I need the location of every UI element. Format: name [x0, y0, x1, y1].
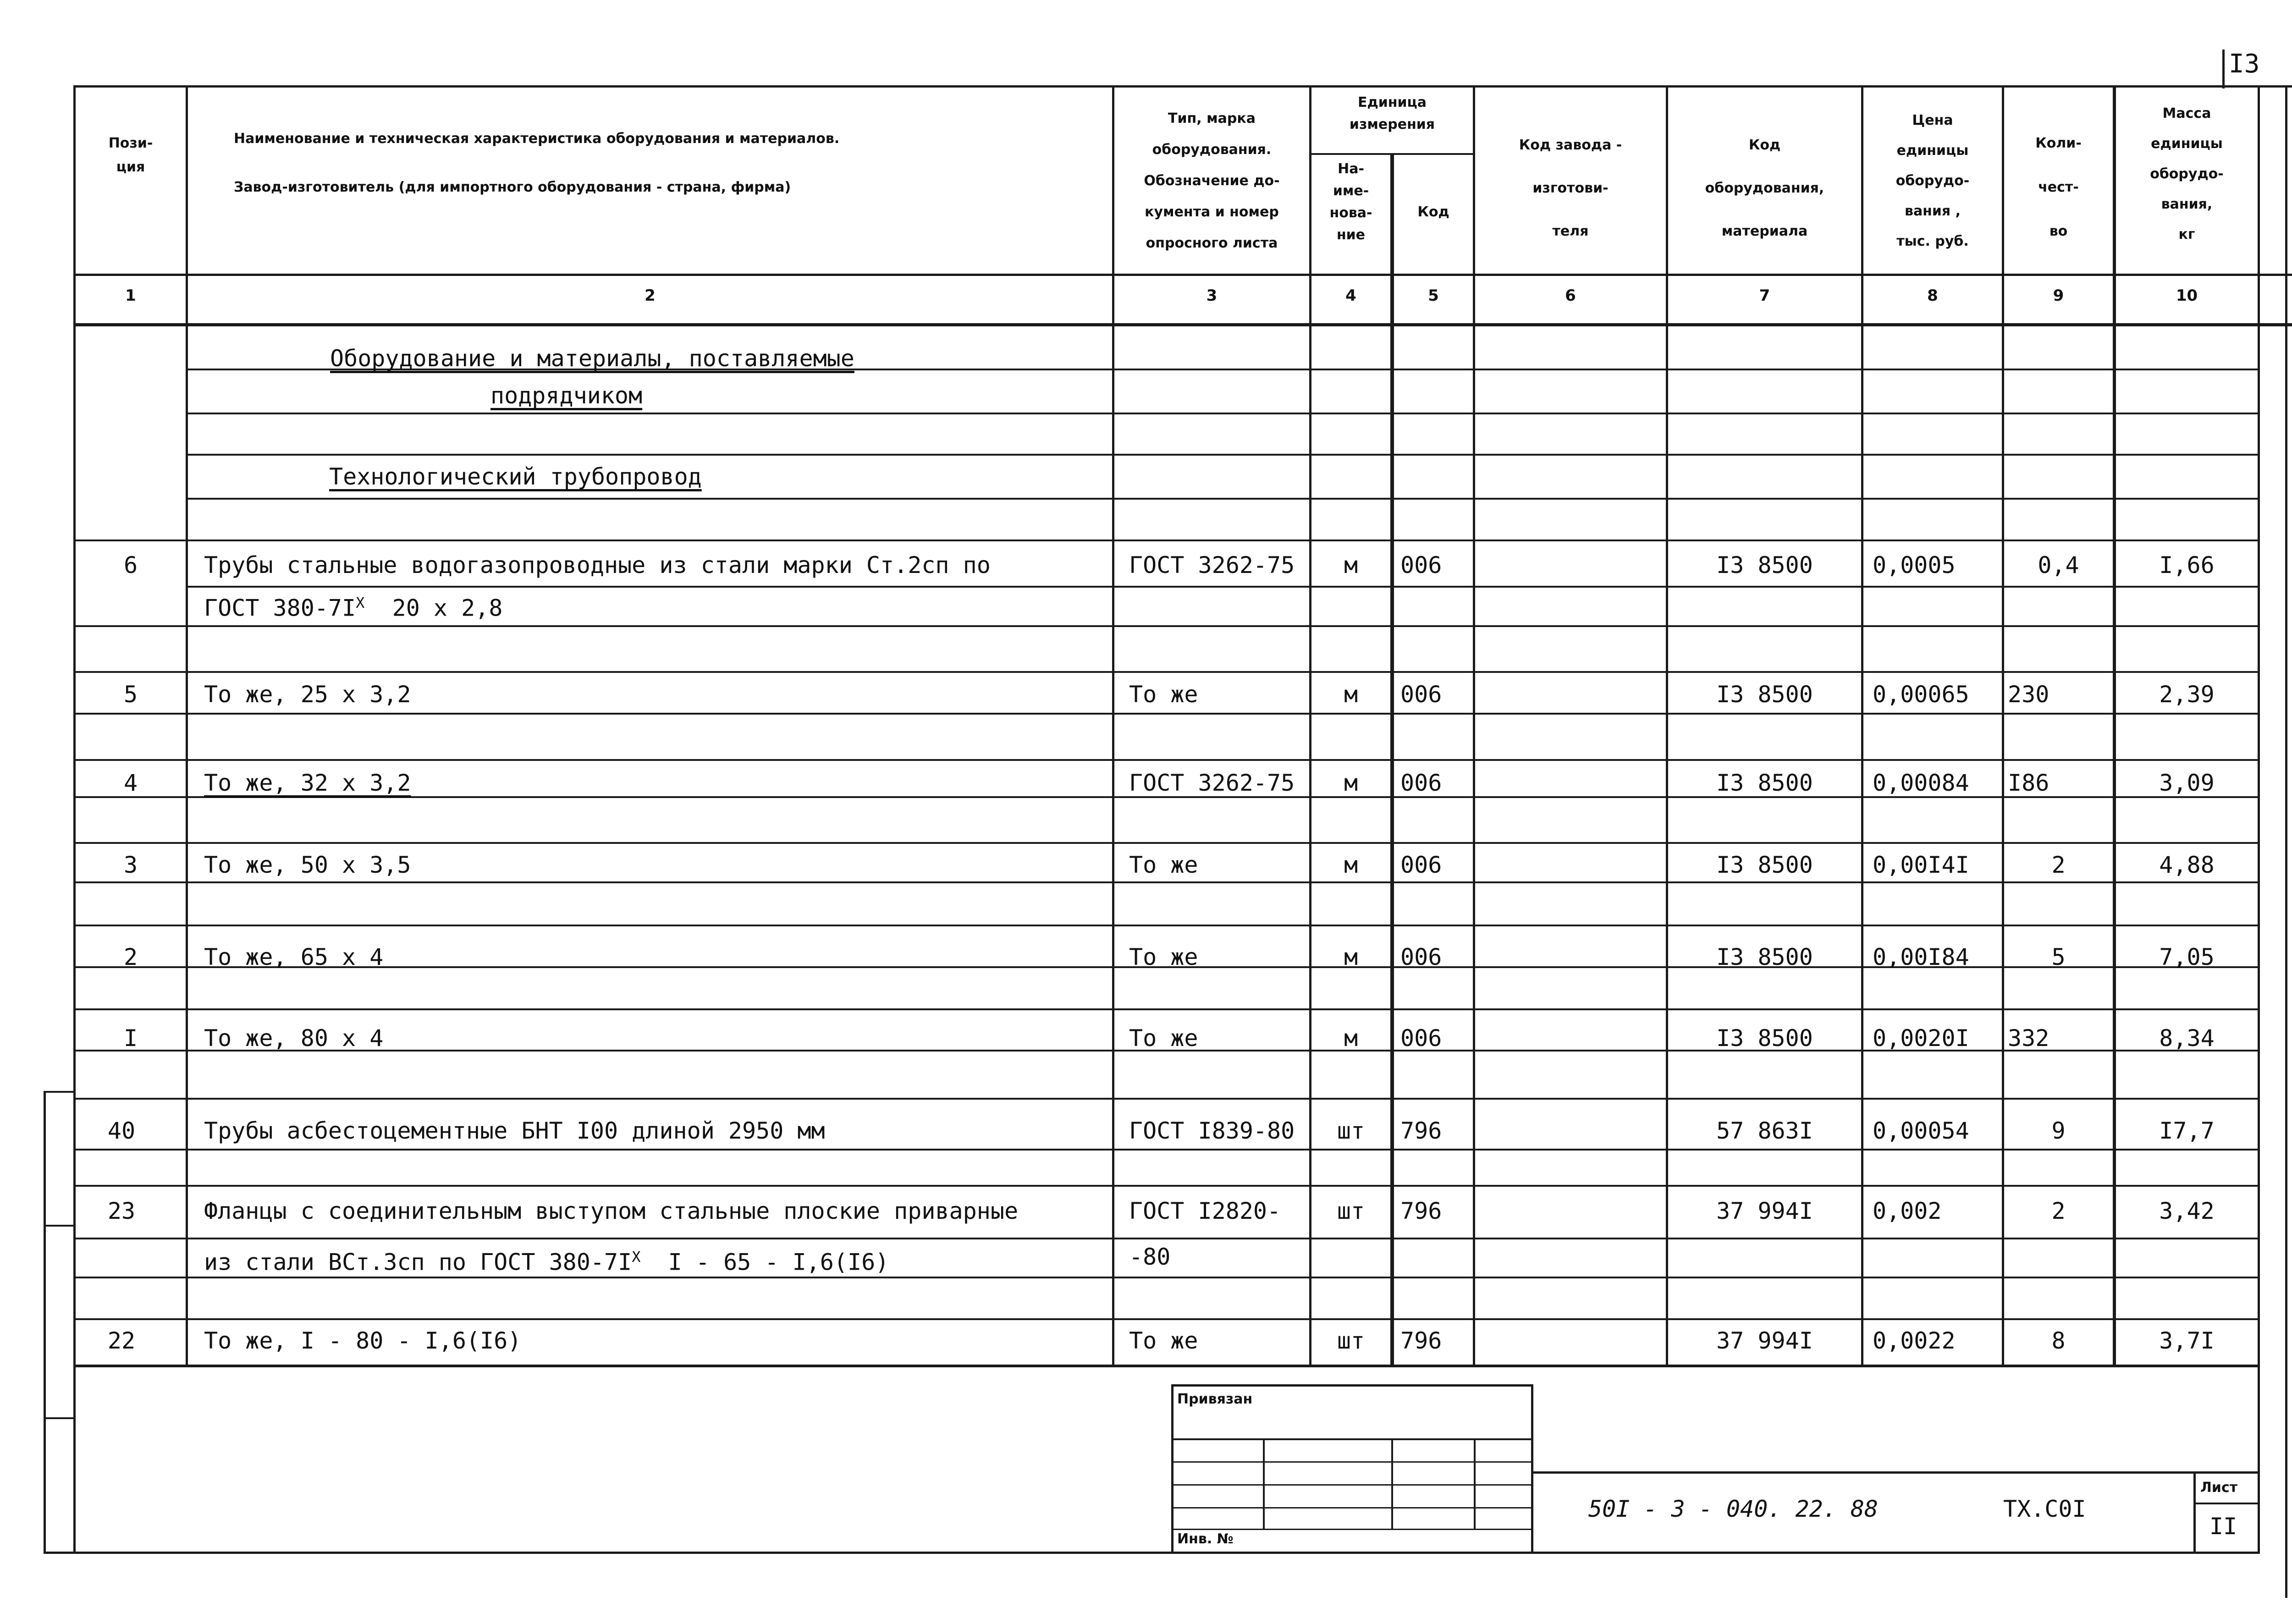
cell-quantity: I86 — [2008, 770, 2050, 796]
section-title: Оборудование и материалы, поставляемые — [330, 345, 854, 372]
cell-mass: 8,34 — [2159, 1025, 2215, 1051]
cell-position: I — [123, 1025, 138, 1051]
cell-mass: I7,7 — [2159, 1118, 2215, 1144]
header-unit-code: Код — [1417, 204, 1449, 220]
cell-position: 22 — [107, 1327, 136, 1354]
cell-unit-code: 006 — [1400, 852, 1442, 878]
col-number: 5 — [1428, 286, 1439, 305]
cell-name: То же, 65 х 4 — [204, 944, 384, 970]
col-number: 3 — [1206, 286, 1218, 305]
cell-quantity: 9 — [2051, 1118, 2066, 1144]
cell-mass: 3,7I — [2159, 1327, 2215, 1354]
cell-name: То же, 25 х 3,2 — [204, 681, 411, 708]
cell-unit-code: 796 — [1400, 1327, 1442, 1354]
cell-unit: м — [1344, 681, 1358, 708]
cell-unit-code: 006 — [1400, 1025, 1442, 1051]
cell-unit: шт — [1337, 1118, 1365, 1144]
linked-label: Привязан — [1177, 1391, 1253, 1407]
cell-position: 40 — [107, 1118, 136, 1144]
cell-material-code: I3 8500 — [1716, 552, 1813, 578]
cell-unit-code: 796 — [1400, 1198, 1442, 1224]
cell-price: 0,00I84 — [1873, 944, 1969, 970]
cell-quantity: 2 — [2051, 1198, 2066, 1224]
cell-unit: м — [1344, 944, 1358, 970]
cell-name: То же, I - 80 - I,6(I6) — [204, 1327, 522, 1354]
subsection-title: Технологический трубопровод — [329, 463, 702, 490]
cell-material-code: 57 863I — [1716, 1118, 1813, 1144]
cell-name: Трубы асбестоцементные БНТ I00 длиной 2950 мм — [204, 1118, 825, 1144]
header-unit-group: Единица измерения — [1349, 94, 1435, 132]
cell-unit-code: 006 — [1400, 681, 1442, 708]
cell-material-code: I3 8500 — [1716, 681, 1813, 708]
cell-unit: м — [1344, 552, 1358, 578]
cell-unit: шт — [1337, 1198, 1365, 1224]
cell-doc: ГОСТ 3262-75 — [1129, 770, 1295, 796]
header-name: Наименование и техническая характеристика оборудования и материалов. Завод-изготовитель (для импортного оборудования - страна, фирма) — [234, 131, 840, 195]
cell-position: 5 — [123, 681, 138, 708]
cell-price: 0,0022 — [1873, 1327, 1956, 1354]
sheet-label: Лист — [2200, 1480, 2238, 1496]
cell-doc: ГОСТ I2820- — [1129, 1198, 1281, 1224]
cell-name: То же, 80 х 4 — [204, 1025, 384, 1051]
cell-unit-code: 006 — [1400, 552, 1442, 578]
cell-doc: То же — [1129, 1025, 1198, 1051]
col-number: 7 — [1759, 286, 1770, 305]
header-position: Пози- ция — [108, 135, 153, 175]
cell-price: 0,00054 — [1873, 1118, 1969, 1144]
sheet-number: II — [2209, 1513, 2237, 1540]
cell-mass: 4,88 — [2159, 852, 2215, 878]
header-mass: Масса единицы оборудо- вания, кг — [2150, 105, 2224, 242]
cell-mass: 3,09 — [2159, 770, 2215, 796]
cell-price: 0,0020I — [1873, 1025, 1969, 1051]
cell-material-code: I3 8500 — [1716, 1025, 1813, 1051]
cell-price: 0,00065 — [1873, 681, 1969, 708]
header-type-doc: Тип, марка оборудования. Обозначение до- кумента и номер опросного листа — [1144, 110, 1280, 251]
cell-mass: 7,05 — [2159, 944, 2215, 970]
cell-quantity: 332 — [2008, 1025, 2050, 1051]
cell-position: 23 — [107, 1198, 136, 1224]
cell-position: 6 — [123, 552, 138, 578]
cell-position: 3 — [123, 852, 138, 878]
cell-material-code: I3 8500 — [1716, 944, 1813, 970]
col-number: 9 — [2053, 286, 2064, 305]
cell-mass: I,66 — [2159, 552, 2215, 578]
cell-material-code: 37 994I — [1716, 1327, 1813, 1354]
cell-name-line2: из стали ВСт.3сп по ГОСТ $380-7I^X$ I - 65 - I,6(I6) — [204, 1248, 889, 1276]
document-code: 50I - 3 - 040. 22. 88 — [1588, 1496, 1879, 1522]
cell-doc: То же — [1129, 944, 1198, 970]
cell-doc-line2: -80 — [1129, 1244, 1171, 1270]
cell-price: 0,002 — [1873, 1198, 1942, 1224]
header-quantity: Коли- чест- во — [2035, 135, 2082, 239]
cell-doc: То же — [1129, 1327, 1198, 1354]
cell-doc: То же — [1129, 852, 1198, 878]
cell-position: 2 — [123, 944, 138, 970]
cell-name: Фланцы с соединительным выступом стальные плоские приварные — [204, 1198, 1019, 1224]
cell-price: 0,00084 — [1873, 770, 1969, 796]
cell-quantity: 8 — [2051, 1327, 2066, 1354]
cell-unit-code: 796 — [1400, 1118, 1442, 1144]
cell-doc: ГОСТ I839-80 — [1129, 1118, 1295, 1144]
header-material-code: Код оборудования, материала — [1705, 137, 1824, 239]
cell-name: То же, 50 х 3,5 — [204, 852, 411, 878]
cell-material-code: I3 8500 — [1716, 852, 1813, 878]
cell-quantity: 2 — [2051, 852, 2066, 878]
col-number: 6 — [1565, 286, 1576, 305]
inventory-label: Инв. № — [1177, 1531, 1234, 1547]
cell-unit: м — [1344, 852, 1358, 878]
col-number: 1 — [125, 286, 136, 305]
col-number: 2 — [645, 286, 656, 305]
col-number: 4 — [1345, 286, 1356, 305]
cell-name: То же, 32 х 3,2 — [204, 770, 411, 796]
cell-quantity: 0,4 — [2038, 552, 2079, 578]
cell-material-code: 37 994I — [1716, 1198, 1813, 1224]
cell-name: Трубы стальные водогазопроводные из стали марки Ст.2сп по — [204, 552, 991, 578]
header-plant-code: Код завода - изготови- теля — [1519, 137, 1622, 239]
top-sheet-number: I3 — [2229, 49, 2260, 79]
cell-unit-code: 006 — [1400, 944, 1442, 970]
col-number: 8 — [1927, 286, 1938, 305]
header-price: Цена единицы оборудо- вания , тыс. руб. — [1895, 112, 1970, 249]
cell-doc: ГОСТ 3262-75 — [1129, 552, 1295, 578]
header-unit-name: На- име- нова- ние — [1329, 161, 1372, 243]
cell-price: 0,00I4I — [1873, 852, 1969, 878]
cell-price: 0,0005 — [1873, 552, 1956, 578]
cell-name-line2: ГОСТ $380-7I^X$ 20 х 2,8 — [204, 594, 503, 622]
col-number: 10 — [2176, 286, 2198, 305]
cell-material-code: I3 8500 — [1716, 770, 1813, 796]
cell-quantity: 230 — [2008, 681, 2050, 708]
cell-quantity: 5 — [2051, 944, 2066, 970]
cell-unit: м — [1344, 1025, 1358, 1051]
section-title-cont: подрядчиком — [490, 382, 643, 409]
cell-unit: шт — [1337, 1327, 1365, 1354]
cell-mass: 2,39 — [2159, 681, 2215, 708]
cell-position: 4 — [123, 770, 138, 796]
document-mark: ТХ.С0I — [2003, 1496, 2086, 1522]
cell-unit: м — [1344, 770, 1358, 796]
cell-doc: То же — [1129, 681, 1198, 708]
cell-mass: 3,42 — [2159, 1198, 2215, 1224]
cell-unit-code: 006 — [1400, 770, 1442, 796]
